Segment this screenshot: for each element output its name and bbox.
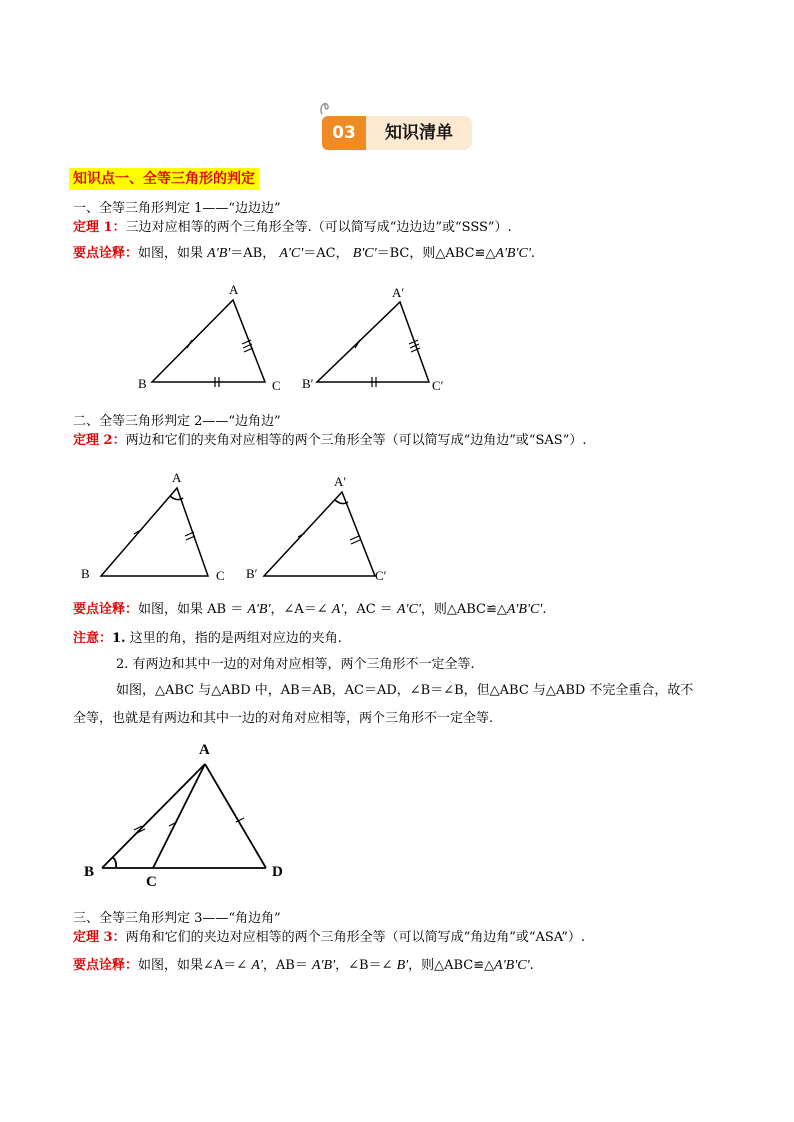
triangle-abc — [101, 488, 208, 576]
theorem-label: 定理 1： — [73, 220, 126, 235]
math-term: A'B' — [311, 958, 336, 973]
banner-number: 03 — [322, 116, 366, 150]
note-text: 如图，如果∠A＝∠ — [138, 958, 248, 973]
theorem-text: 两角和它们的夹边对应相等的两个三角形全等（可以简写成“角边角”或“ASA”）. — [125, 930, 586, 945]
vertex-label: A′ — [392, 285, 405, 300]
sec2-theorem — [73, 432, 587, 450]
figure-sas — [75, 466, 405, 586]
tick-mark — [350, 536, 359, 540]
note-text: 如图，如果 AB ＝ — [138, 602, 244, 617]
note-text: . — [529, 958, 534, 973]
note-text: 如图，如果 — [138, 246, 204, 261]
pin-icon — [316, 98, 336, 116]
math-term: A'B'C' — [506, 602, 543, 617]
attention-paragraph-line1: 如图，△ABC 与△ABD 中，AB＝AB，AC＝AD，∠B＝∠B，但△ABC 与△ABD 不完全重合，故不 — [116, 683, 694, 698]
note-text: ，则△ABC≌△ — [420, 602, 507, 617]
figure-sss — [130, 278, 460, 400]
note-text: ＝BC，则△ABC≌△ — [376, 246, 496, 261]
sec1-theorem — [73, 219, 512, 237]
segment-ad — [205, 764, 266, 868]
attention-label: 注意： — [73, 631, 113, 646]
sec3-note — [73, 957, 534, 975]
sec1-heading: 一、全等三角形判定 1——“边边边” — [73, 201, 281, 216]
vertex-label: B′ — [246, 566, 258, 581]
banner-title: 知识清单 — [366, 116, 472, 150]
triangle-abc-prime — [264, 492, 375, 576]
math-term: A'B'C' — [494, 958, 530, 973]
vertex-label: A — [199, 742, 210, 758]
tick-mark — [187, 340, 192, 348]
math-term: B' — [396, 958, 409, 973]
sec2-heading: 二、全等三角形判定 2——“边角边” — [73, 414, 281, 429]
sec1-note — [73, 245, 535, 263]
tick-mark — [351, 540, 360, 544]
tick-mark — [186, 536, 195, 540]
note-label: 要点诠释： — [73, 958, 139, 973]
vertex-label: C — [272, 378, 281, 393]
theorem-label: 定理 2： — [73, 433, 126, 448]
sec3-theorem — [73, 929, 585, 947]
attention-item2: 2. 有两边和其中一边的对角对应相等，两个三角形不一定全等. — [116, 657, 475, 672]
theorem-text: 两边和它们的夹角对应相等的两个三角形全等（可以简写成“边角边”或“SAS”）. — [125, 433, 587, 448]
vertex-label: B′ — [302, 376, 314, 391]
vertex-label: B — [138, 376, 147, 391]
math-term: A'B'C' — [495, 246, 531, 261]
theorem-label: 定理 3： — [73, 930, 126, 945]
figure-ssa-counterexample — [78, 736, 298, 888]
theorem-text: 三边对应相等的两个三角形全等.（可以简写成“边边边”或“SSS”）. — [125, 220, 512, 235]
vertex-label: A′ — [334, 474, 347, 489]
item-number: 1. — [112, 631, 126, 646]
vertex-label: C — [146, 874, 157, 888]
vertex-label: A — [229, 282, 239, 297]
note-text: ＝AB， — [230, 246, 276, 261]
note-text: ，∠A＝∠ — [270, 602, 328, 617]
math-term: A'C' — [279, 246, 304, 261]
vertex-label: C — [216, 568, 225, 583]
vertex-label: B — [84, 864, 95, 880]
note-text: ，AB＝ — [262, 958, 308, 973]
note-text: ，AC ＝ — [343, 602, 393, 617]
attention-text: 这里的角，指的是两组对应边的夹角. — [129, 631, 342, 646]
note-text: ，则△ABC≌△ — [408, 958, 495, 973]
attention-item1 — [73, 630, 342, 648]
knowledge-point-heading: 知识点一、全等三角形的判定 — [69, 168, 259, 190]
segment-ab — [102, 764, 205, 868]
note-text: ，∠B＝∠ — [335, 958, 393, 973]
section-banner — [322, 116, 472, 150]
vertex-label: D — [272, 864, 283, 880]
note-text: . — [530, 246, 535, 261]
math-term: A'B' — [207, 246, 231, 261]
math-term: A' — [331, 602, 344, 617]
angle-arc — [112, 857, 116, 868]
note-text: . — [542, 602, 547, 617]
math-term: A'C' — [396, 602, 421, 617]
math-term: A' — [251, 958, 263, 973]
vertex-label: A — [172, 470, 182, 485]
tick-mark — [410, 344, 419, 348]
banner-decoration — [316, 98, 336, 116]
math-term: B'C' — [352, 246, 377, 261]
math-term: A'B' — [247, 602, 271, 617]
sec3-heading: 三、全等三角形判定 3——“角边角” — [73, 911, 281, 926]
sec2-note — [73, 601, 546, 619]
vertex-label: C′ — [432, 378, 444, 393]
attention-paragraph-line2: 全等，也就是有两边和其中一边的对角对应相等，两个三角形不一定全等. — [73, 711, 494, 726]
vertex-label: B — [81, 566, 90, 581]
tick-mark — [244, 348, 253, 352]
note-label: 要点诠释： — [73, 602, 139, 617]
segment-ac — [153, 764, 205, 868]
note-label: 要点诠释： — [73, 246, 139, 261]
vertex-label: C′ — [375, 568, 387, 583]
note-text: ＝AC， — [303, 246, 349, 261]
